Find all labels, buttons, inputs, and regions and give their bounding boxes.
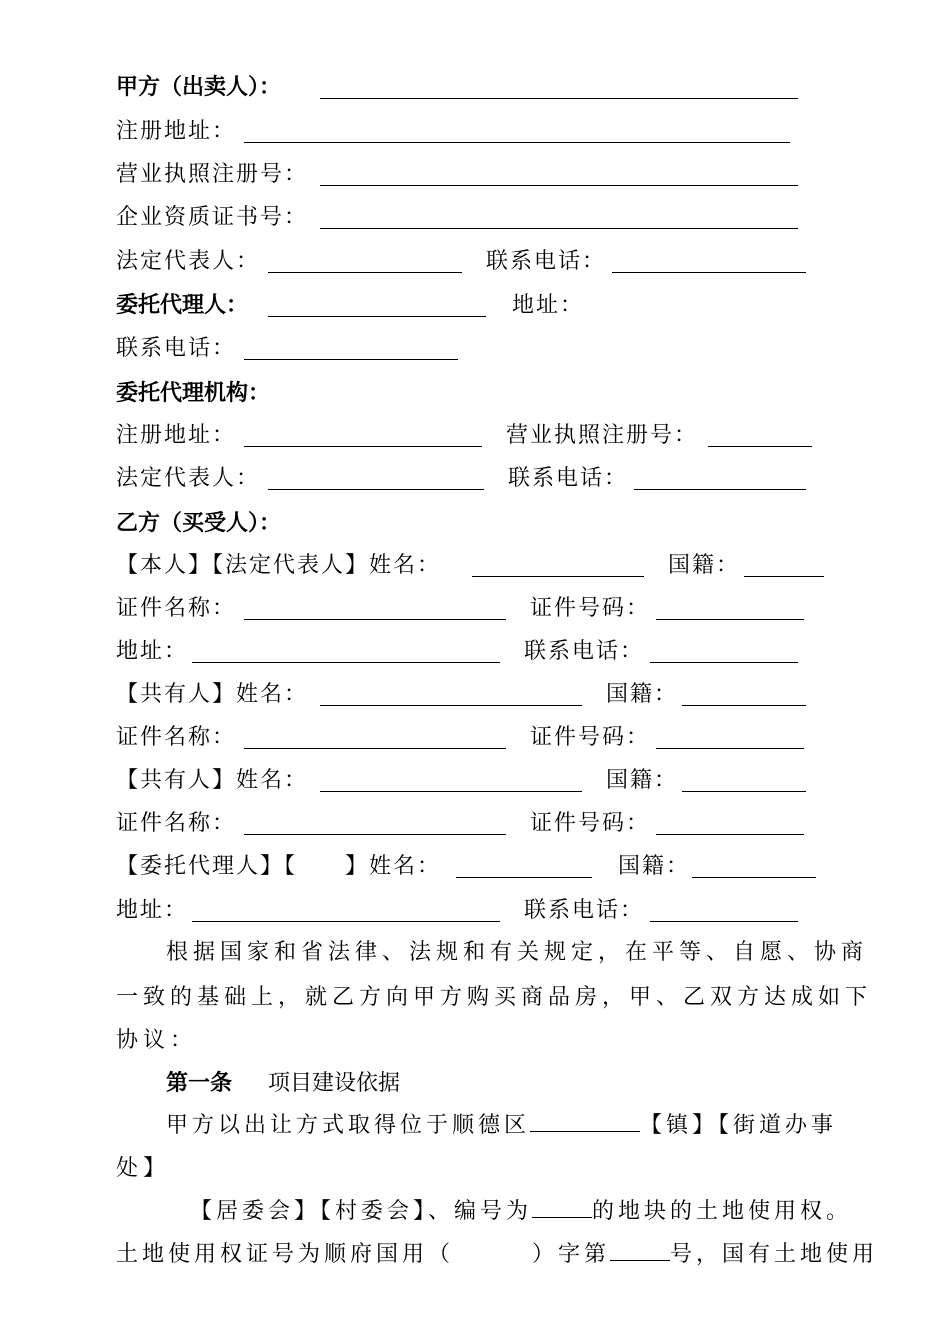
- article-1-text-2a: 【居委会】【村委会】、编号为: [190, 1199, 533, 1224]
- party-b-agent-nationality-blank[interactable]: [692, 877, 816, 878]
- party-b-id-no-label: 证件号码：: [530, 596, 651, 621]
- co-owner-2-id-no-blank[interactable]: [656, 834, 804, 835]
- agency-heading: 委托代理机构：: [116, 381, 271, 406]
- party-b-address-label: 地址：: [116, 639, 189, 664]
- agency-address-label: 注册地址：: [116, 423, 237, 448]
- co-owner-2-id-no-label: 证件号码：: [530, 811, 651, 836]
- party-a-rep-blank[interactable]: [268, 272, 462, 273]
- co-owner-1-nationality-label: 国籍：: [606, 682, 679, 707]
- article-1-text-2b: 的地块的土地使用权。: [592, 1199, 853, 1224]
- co-owner-2-name-blank[interactable]: [320, 791, 582, 792]
- party-b-self-nationality-blank[interactable]: [744, 576, 824, 577]
- party-b-agent-nationality-label: 国籍：: [618, 854, 691, 879]
- agent-phone-blank[interactable]: [244, 359, 458, 360]
- article-1-text-1b: 【镇】【街道办事: [640, 1113, 838, 1138]
- agency-license-blank[interactable]: [708, 446, 812, 447]
- agent-address-label: 地址：: [512, 293, 585, 318]
- preamble-line-2: 一致的基础上，就乙方向甲方购买商品房，甲、乙双方达成如下: [116, 985, 873, 1010]
- agency-phone-blank[interactable]: [634, 489, 806, 490]
- article-1-para-1-cont: 处】: [116, 1156, 171, 1181]
- party-a-phone-label: 联系电话：: [486, 249, 607, 274]
- party-b-id-name-label: 证件名称：: [116, 596, 237, 621]
- party-b-self-label: 【本人】【法定代表人】姓名：: [116, 553, 442, 578]
- party-b-phone-label: 联系电话：: [524, 639, 645, 664]
- co-owner-1-id-name-label: 证件名称：: [116, 725, 237, 750]
- party-b-agent-name-blank[interactable]: [456, 877, 592, 878]
- co-owner-2-id-name-label: 证件名称：: [116, 811, 237, 836]
- article-1-title: 项目建设依据: [268, 1071, 401, 1096]
- agent-phone-label: 联系电话：: [116, 336, 237, 361]
- co-owner-1-nationality-blank[interactable]: [682, 705, 806, 706]
- article-1-para-2: [190, 1195, 852, 1229]
- co-owner-1-name-blank[interactable]: [320, 705, 582, 706]
- agency-address-blank[interactable]: [244, 446, 482, 447]
- party-b-agent-address-label: 地址：: [116, 898, 189, 923]
- agency-rep-blank[interactable]: [268, 489, 484, 490]
- party-a-license-label: 营业执照注册号：: [116, 162, 309, 187]
- party-a-name-blank[interactable]: [320, 98, 798, 99]
- party-b-self-nationality-label: 国籍：: [668, 553, 741, 578]
- party-a-rep-label: 法定代表人：: [116, 249, 261, 274]
- party-b-phone-blank[interactable]: [650, 662, 798, 663]
- co-owner-2-id-name-blank[interactable]: [244, 834, 506, 835]
- party-b-agent-label: 【委托代理人】【 】姓名：: [116, 854, 442, 879]
- party-a-qualification-blank[interactable]: [320, 228, 798, 229]
- party-b-agent-phone-label: 联系电话：: [524, 898, 645, 923]
- party-b-id-no-blank[interactable]: [656, 619, 804, 620]
- party-b-agent-address-blank[interactable]: [192, 921, 500, 922]
- party-a-reg-address-blank[interactable]: [244, 142, 790, 143]
- party-b-address-blank[interactable]: [192, 662, 500, 663]
- party-a-heading: 甲方（出卖人）：: [116, 75, 282, 100]
- article-1-number: 第一条: [166, 1071, 233, 1096]
- party-b-self-name-blank[interactable]: [472, 576, 644, 577]
- article-1-text-1a: 甲方以出让方式取得位于顺德区: [166, 1113, 531, 1138]
- co-owner-1-label: 【共有人】姓名：: [116, 682, 309, 707]
- party-b-heading: 乙方（买受人）：: [116, 511, 282, 536]
- party-a-reg-address-label: 注册地址：: [116, 119, 237, 144]
- preamble-line-3: 协议：: [116, 1028, 198, 1053]
- co-owner-1-id-no-blank[interactable]: [656, 748, 804, 749]
- agency-rep-label: 法定代表人：: [116, 466, 261, 491]
- party-a-phone-blank[interactable]: [612, 272, 806, 273]
- agency-phone-label: 联系电话：: [508, 466, 629, 491]
- party-a-qualification-label: 企业资质证书号：: [116, 205, 309, 230]
- article-1-text-3b: 号，国有土地使用: [670, 1242, 879, 1267]
- agency-license-label: 营业执照注册号：: [506, 423, 699, 448]
- preamble-line-1: 根据国家和省法律、法规和有关规定，在平等、自愿、协商: [166, 940, 869, 965]
- agent-name-blank[interactable]: [268, 316, 486, 317]
- co-owner-2-nationality-label: 国籍：: [606, 768, 679, 793]
- article-1-para-1: [166, 1109, 837, 1143]
- article-1-text-3a: 土地使用权证号为顺府国用（ ）字第: [116, 1242, 611, 1267]
- co-owner-1-id-name-blank[interactable]: [244, 748, 506, 749]
- article-1-para-3: [116, 1238, 878, 1272]
- town-blank[interactable]: [530, 1109, 640, 1132]
- party-b-agent-phone-blank[interactable]: [650, 921, 798, 922]
- co-owner-2-label: 【共有人】姓名：: [116, 768, 309, 793]
- co-owner-2-nationality-blank[interactable]: [682, 791, 806, 792]
- certificate-number-blank[interactable]: [610, 1238, 670, 1261]
- agent-heading: 委托代理人：: [116, 293, 249, 318]
- party-a-license-blank[interactable]: [320, 185, 798, 186]
- plot-number-blank[interactable]: [532, 1195, 592, 1218]
- co-owner-1-id-no-label: 证件号码：: [530, 725, 651, 750]
- party-b-id-name-blank[interactable]: [244, 619, 506, 620]
